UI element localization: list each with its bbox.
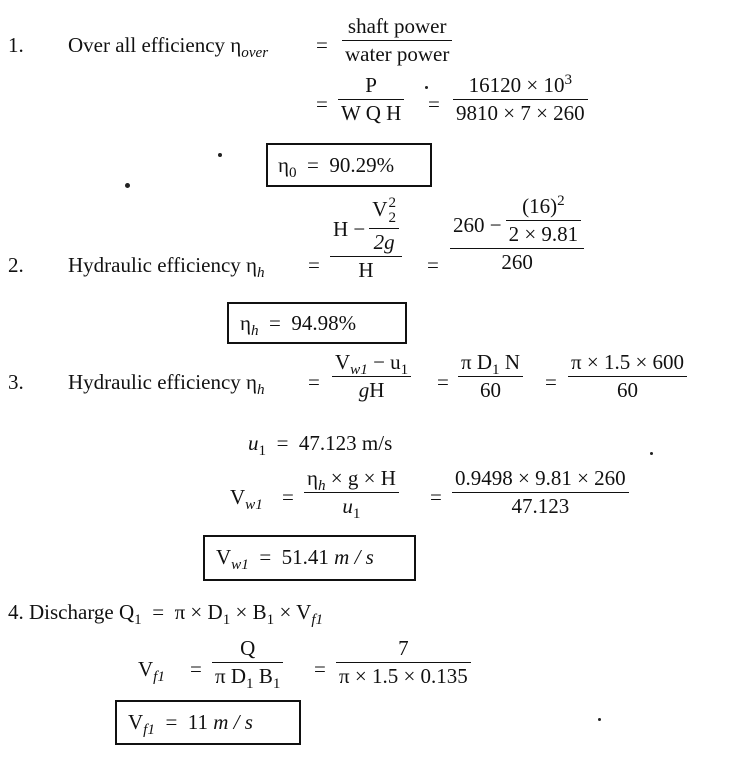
vf1-frac1-den: π $D_1$ $B_1$: [215, 664, 281, 693]
item2-frac2-den: 260: [501, 250, 533, 274]
item2-frac2-num: 260 − $\frac{(16)^2}{2 \times 9.81}$: [450, 196, 584, 248]
item3-result-unit: m / s: [334, 545, 374, 569]
u1-value: 47.123 m/s: [298, 431, 393, 455]
item3-result-value: 51.41: [281, 545, 329, 569]
item2-result-value: 94.98%: [291, 311, 357, 335]
item3-number: 3.: [8, 370, 24, 394]
item1-frac3-den: 9810 × 7 × 260: [456, 101, 585, 125]
equals-sign: =: [190, 657, 202, 681]
eta-symbol: η: [230, 33, 242, 57]
item1-frac1-den: water power: [345, 42, 450, 66]
item3-fraction-pi-d-n: [458, 352, 523, 401]
speck: [650, 452, 653, 455]
vw1-fraction-symbolic: [304, 466, 399, 523]
equals-sign: =: [437, 370, 449, 394]
item3-frac1-den: gH: [358, 378, 385, 402]
item3-frac2-num: π $D_1$ N: [461, 350, 521, 379]
item3-result: $V_{w1} = 51.41$ m / s: [216, 545, 374, 574]
item1-fraction-numeric: [453, 72, 588, 125]
item4-discharge-line: 4. Discharge $Q_1 = \pi \times D_1 \times B_1 \times V_{f1}$: [8, 600, 324, 629]
item1-fraction-shaft-water: [342, 16, 452, 65]
vf1-label: $V_{f1}$: [138, 657, 165, 686]
item1-frac2-num: P: [365, 73, 377, 97]
vf1-fraction-numeric: [336, 638, 471, 687]
vw1-frac2-num: 0.9498 × 9.81 × 260: [455, 466, 626, 490]
item3-fraction-numeric: [568, 352, 687, 401]
vw1-label: $V_{w1}$: [230, 485, 263, 514]
equals-sign: =: [427, 253, 439, 277]
item2-fraction-symbolic: [330, 196, 402, 281]
u1-line: $u_1 = 47.123$ m/s: [248, 431, 393, 460]
item4-label: 4. Discharge Q: [8, 600, 135, 624]
speck: [598, 718, 601, 721]
item3-frac3-num: π × 1.5 × 600: [571, 350, 685, 374]
equals-sign: =: [316, 92, 328, 116]
vf1-frac1-num: Q: [240, 636, 256, 660]
item2-number: 2.: [8, 253, 24, 277]
speck: [218, 153, 222, 157]
item1-frac3-num: $16120 \times 10^3$: [468, 72, 573, 97]
item2-result: $\eta_h = 94.98\%$: [240, 311, 357, 340]
item1-frac2-den: W Q H: [341, 101, 402, 125]
equals-sign: =: [314, 657, 326, 681]
equals-sign: =: [430, 485, 442, 509]
vw1-frac1-den: $u_1$: [342, 494, 361, 523]
item4-result-unit: m / s: [213, 710, 253, 734]
item4-result-value: 11: [187, 710, 209, 734]
item1-result-value: 90.29%: [329, 153, 395, 177]
item1-result: $\eta_0 = 90.29\%$: [278, 153, 395, 182]
eta-over-subscript: over: [241, 45, 269, 62]
equals-sign: =: [545, 370, 557, 394]
vf1-frac2-den: π × 1.5 × 0.135: [339, 664, 468, 688]
item2-frac1-num: H − V 2 2 2g: [330, 196, 402, 256]
equals-sign: =: [308, 370, 320, 394]
item1-label: [68, 33, 269, 62]
item3-frac1-num: $V_{w1} - u_1$: [335, 350, 409, 379]
vw1-frac2-den: 47.123: [511, 494, 570, 518]
speck: [125, 183, 130, 188]
item4-result: $V_{f1} = 11$ m / s: [128, 710, 253, 739]
item3-fraction-vw1-u1: [332, 352, 411, 401]
item1-fraction-p-wqh: [338, 75, 404, 124]
equals-sign: =: [316, 33, 328, 57]
item2-fraction-numeric: [450, 193, 584, 274]
item1-label-text: Over all efficiency: [68, 33, 226, 57]
item3-frac3-den: 60: [617, 378, 639, 402]
speck: [425, 86, 428, 89]
vf1-frac2-num: 7: [398, 636, 409, 660]
item1-frac1-num: shaft power: [347, 14, 447, 38]
equals-sign: =: [428, 92, 440, 116]
item2-label: Hydraulic efficiency $\eta_h$: [68, 253, 265, 282]
item1-number: 1.: [8, 33, 24, 57]
item3-frac2-den: 60: [480, 378, 501, 402]
item2-frac1-den: H: [358, 258, 374, 283]
item3-label: Hydraulic efficiency $\eta_h$: [68, 370, 265, 399]
equals-sign: =: [308, 253, 320, 277]
vf1-fraction-symbolic: [212, 636, 283, 693]
vw1-fraction-numeric: [452, 468, 629, 517]
vw1-frac1-num: $\eta_h \times g \times H$: [307, 466, 396, 495]
equals-sign: =: [282, 485, 294, 509]
